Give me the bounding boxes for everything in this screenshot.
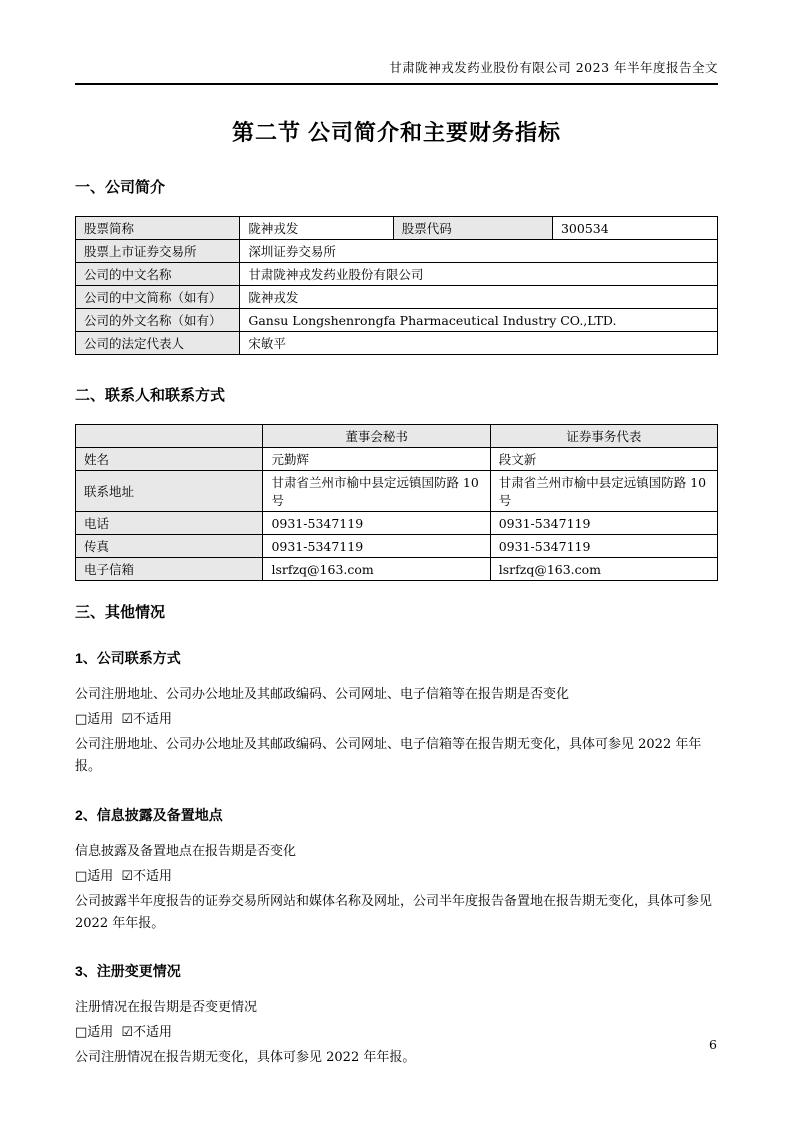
applicable-label: 适用 [87, 712, 114, 727]
checkbox-checked-icon: ☑ [121, 1025, 133, 1040]
applicable-option [75, 712, 113, 727]
cell-empty [76, 425, 263, 448]
cell-value: 0931-5347119 [490, 535, 717, 558]
note-text: 公司注册地址、公司办公地址及其邮政编码、公司网址、电子信箱等在报告期无变化，具体可参见 2022 年年报。 [75, 737, 702, 774]
applicable-label: 适用 [87, 869, 114, 884]
cell-value: 陇神戎发 [240, 286, 718, 309]
section-heading-contacts: 二、联系人和联系方式 [75, 387, 226, 404]
company-profile-table [75, 216, 718, 355]
cell-value: 深圳证券交易所 [240, 240, 718, 263]
section-heading-company-profile: 一、公司简介 [75, 179, 166, 196]
cell-value: Gansu Longshenrongfa Pharmaceutical Industry CO.,LTD. [240, 309, 718, 332]
table-row [76, 332, 718, 355]
table-row [76, 286, 718, 309]
cell-value: 甘肃省兰州市榆中县定远镇国防路 10 号 [263, 471, 490, 512]
cell-value: 0931-5347119 [263, 512, 490, 535]
note-text: 公司披露半年度报告的证券交易所网站和媒体名称及网址，公司半年度报告备置地在报告期无变化，具体可参见 2022 年年报。 [75, 894, 713, 931]
checkbox-unchecked-icon: □ [75, 869, 88, 884]
page-title: 第二节 公司简介和主要财务指标 [231, 120, 562, 145]
table-row [76, 217, 718, 240]
table-row [76, 309, 718, 332]
cell-label: 电话 [76, 512, 263, 535]
question-text: 信息披露及备置地点在报告期是否变化 [75, 844, 297, 859]
column-header-secretary: 董事会秘书 [263, 425, 490, 448]
not-applicable-option [121, 1025, 172, 1040]
table-header-row [76, 425, 718, 448]
cell-value: 元勤辉 [263, 448, 490, 471]
cell-label: 股票上市证券交易所 [76, 240, 240, 263]
applicable-option [75, 869, 113, 884]
checkbox-checked-icon: ☑ [121, 712, 133, 727]
running-header: 甘肃陇神戎发药业股份有限公司 2023 年半年度报告全文 [75, 58, 718, 85]
applicable-option [75, 1025, 113, 1040]
cell-label: 公司的外文名称（如有） [76, 309, 240, 332]
checkbox-checked-icon: ☑ [121, 869, 133, 884]
cell-value: 宋敏平 [240, 332, 718, 355]
table-row [76, 240, 718, 263]
subsection-heading-contact-info: 1、公司联系方式 [75, 650, 181, 666]
cell-label: 公司的中文简称（如有） [76, 286, 240, 309]
cell-value: 0931-5347119 [263, 535, 490, 558]
cell-value: 300534 [552, 217, 717, 240]
table-row [76, 535, 718, 558]
cell-label: 公司的法定代表人 [76, 332, 240, 355]
cell-value: 陇神戎发 [240, 217, 393, 240]
not-applicable-label: 不适用 [132, 869, 172, 884]
not-applicable-option [121, 869, 172, 884]
cell-label: 电子信箱 [76, 558, 263, 581]
subsection-heading-disclosure: 2、信息披露及备置地点 [75, 807, 223, 823]
table-row [76, 558, 718, 581]
not-applicable-label: 不适用 [132, 1025, 172, 1040]
section-heading-other: 三、其他情况 [75, 604, 166, 621]
table-row [76, 512, 718, 535]
checkbox-line [75, 866, 718, 888]
cell-label: 公司的中文名称 [76, 263, 240, 286]
cell-label: 姓名 [76, 448, 263, 471]
checkbox-line [75, 709, 718, 731]
cell-value: 甘肃省兰州市榆中县定远镇国防路 10 号 [490, 471, 717, 512]
cell-label: 股票简称 [76, 217, 240, 240]
cell-value: 甘肃陇神戎发药业股份有限公司 [240, 263, 718, 286]
contacts-table [75, 424, 718, 581]
not-applicable-option [121, 712, 172, 727]
cell-value: lsrfzq@163.com [263, 558, 490, 581]
cell-value: 0931-5347119 [490, 512, 717, 535]
subsection-heading-registration: 3、注册变更情况 [75, 963, 181, 979]
cell-label: 联系地址 [76, 471, 263, 512]
applicable-label: 适用 [87, 1025, 114, 1040]
checkbox-line [75, 1022, 718, 1044]
note-text: 公司注册情况在报告期无变化，具体可参见 2022 年年报。 [75, 1050, 416, 1065]
question-text: 公司注册地址、公司办公地址及其邮政编码、公司网址、电子信箱等在报告期是否变化 [75, 687, 570, 702]
cell-value: 段文新 [490, 448, 717, 471]
not-applicable-label: 不适用 [132, 712, 172, 727]
checkbox-unchecked-icon: □ [75, 712, 88, 727]
cell-value: lsrfzq@163.com [490, 558, 717, 581]
table-row [76, 471, 718, 512]
table-row [76, 263, 718, 286]
cell-label: 股票代码 [393, 217, 552, 240]
column-header-representative: 证券事务代表 [490, 425, 717, 448]
table-row [76, 448, 718, 471]
checkbox-unchecked-icon: □ [75, 1025, 88, 1040]
page-number: 6 [709, 1037, 717, 1052]
cell-label: 传真 [76, 535, 263, 558]
question-text: 注册情况在报告期是否变更情况 [75, 1000, 258, 1015]
